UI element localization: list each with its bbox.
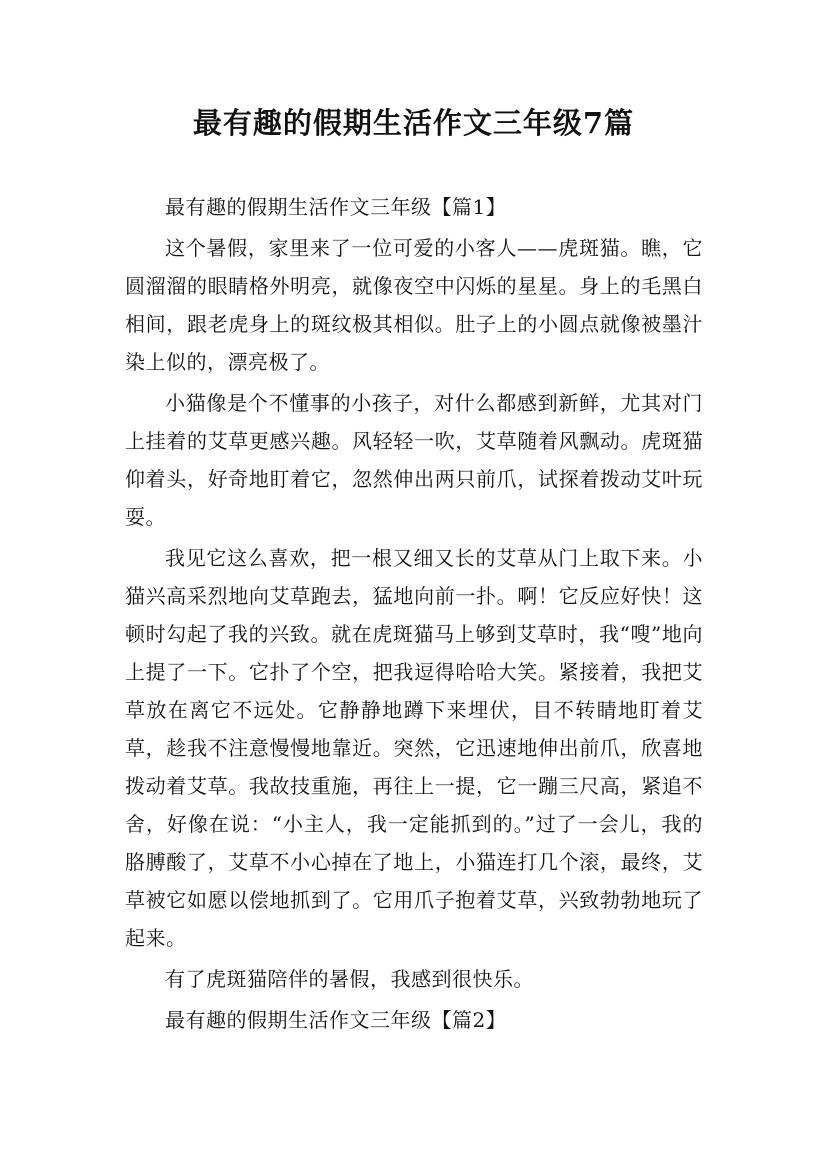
document-title: 最有趣的假期生活作文三年级7篇 [192,106,635,140]
paragraph: 小猫像是个不懂事的小孩子，对什么都感到新鲜，尤其对门上挂着的艾草更感兴趣。风轻轻一吹，艾草随着风飘动。虎斑猫仰着头，好奇地盯着它，忽然伸出两只前爪，试探着拨动艾叶玩耍。 [125,391,703,529]
paragraph: 我见它这么喜欢，把一根又细又长的艾草从门上取下来。小猫兴高采烈地向艾草跑去，猛地向前一扑。啊！它反应好快！这顿时勾起了我的兴致。就在虎斑猫马上够到艾草时，我“嗖”地向上提了一下。它扑了个空，把我逗得哈哈大笑。紧接着，我把艾草放在离它不远处。它静静地蹲下来埋伏，目不转睛地盯着艾草，趁我不注意慢慢地靠近。突然，它迅速地伸出前爪，欣喜地拨动着艾草。我故技重施，再往上一提，它一蹦三尺高，紧追不舍，好像在说：“小主人，我一定能抓到的。”过了一会儿，我的胳膊酸了，艾草不小心掉在了地上，小猫连打几个滚，最终，艾草被它如愿以偿地抓到了。它用爪子抱着艾草，兴致勃勃地玩了起来。 [125,546,703,950]
paragraph: 有了虎斑猫陪伴的暑假，我感到很快乐。 [165,967,534,991]
paragraph: 这个暑假，家里来了一位可爱的小客人——虎斑猫。瞧，它圆溜溜的眼睛格外明亮，就像夜空中闪烁的星星。身上的毛黑白相间，跟老虎身上的斑纹极其相似。肚子上的小圆点就像被墨汁染上似的，漂亮极了。 [125,236,703,374]
section-heading-2: 最有趣的假期生活作文三年级【篇2】 [165,1008,507,1032]
document-body [125,188,703,1039]
section-heading-1: 最有趣的假期生活作文三年级【篇1】 [165,195,507,219]
